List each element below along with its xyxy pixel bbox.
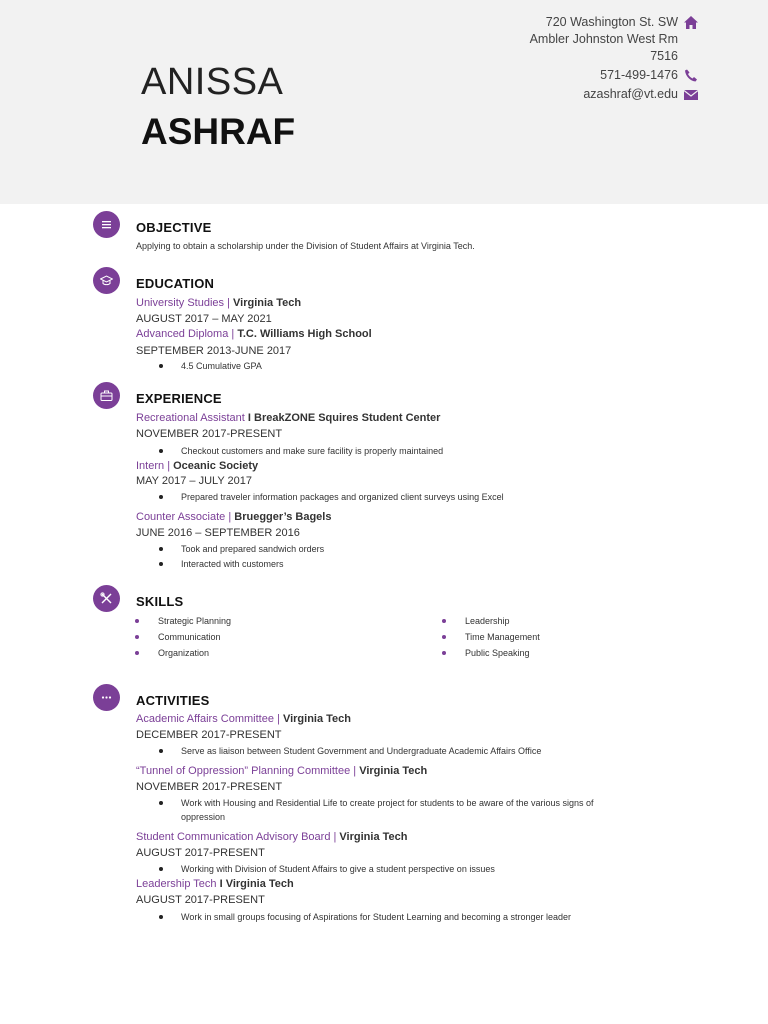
briefcase-icon bbox=[93, 382, 120, 409]
bullet-item: Working with Division of Student Affairs to give a student perspective on issues bbox=[181, 864, 495, 874]
activity-entry-2: “Tunnel of Oppression” Planning Committee | Virginia Tech bbox=[136, 765, 428, 777]
bullet-item: Prepared traveler information packages and organized client surveys using Excel bbox=[181, 492, 504, 502]
job-title: Intern bbox=[136, 460, 165, 472]
date-range: AUGUST 2017-PRESENT bbox=[136, 894, 265, 906]
skill-item: Time Management bbox=[465, 632, 540, 642]
activity-name: Leadership Tech bbox=[136, 878, 217, 890]
organization: Virginia Tech bbox=[282, 713, 352, 725]
skill-item: Public Speaking bbox=[465, 648, 530, 658]
school: Virginia Tech bbox=[233, 297, 302, 309]
address bbox=[530, 14, 678, 65]
activities-heading: ACTIVITIES bbox=[136, 693, 210, 708]
organization: Virginia Tech bbox=[359, 765, 428, 777]
activity-name: “Tunnel of Oppression” Planning Committee bbox=[136, 765, 351, 777]
bullet-item: Interacted with customers bbox=[181, 559, 284, 569]
activity-name: Student Communication Advisory Board bbox=[136, 831, 331, 843]
first-name: ANISSA bbox=[141, 61, 284, 103]
activity-name: Academic Affairs Committee bbox=[136, 713, 274, 725]
objective-text: Applying to obtain a scholarship under the Division of Student Affairs at Virginia Tech. bbox=[136, 241, 475, 251]
mail-icon bbox=[684, 88, 698, 101]
experience-heading: EXPERIENCE bbox=[136, 391, 222, 406]
degree: University Studies bbox=[136, 297, 225, 309]
phone-number: 571-499-1476 bbox=[600, 68, 678, 82]
email-address[interactable]: azashraf@vt.edu bbox=[583, 87, 678, 101]
bullet-continuation: oppression bbox=[181, 812, 226, 822]
more-icon bbox=[93, 684, 120, 711]
contact-info bbox=[530, 14, 678, 103]
education-heading: EDUCATION bbox=[136, 276, 215, 291]
address-line-3: 7516 bbox=[650, 49, 678, 63]
bullet-item: Checkout customers and make sure facility is properly maintained bbox=[181, 446, 443, 456]
address-line-2: Ambler Johnston West Rm bbox=[529, 32, 678, 46]
skill-item: Organization bbox=[158, 648, 209, 658]
objective-icon bbox=[93, 211, 120, 238]
skill-item: Communication bbox=[158, 632, 221, 642]
activity-entry-3: Student Communication Advisory Board | Virginia Tech bbox=[136, 831, 408, 843]
bullet-item: Took and prepared sandwich orders bbox=[181, 544, 324, 554]
degree: Advanced Diploma bbox=[136, 328, 229, 340]
organization: Virginia Tech bbox=[225, 878, 294, 890]
experience-entry-2: Intern | Oceanic Society bbox=[136, 460, 259, 472]
objective-heading: OBJECTIVE bbox=[136, 220, 212, 235]
skill-item: Leadership bbox=[465, 616, 510, 626]
phone bbox=[530, 67, 678, 84]
education-entry-2: Advanced Diploma | T.C. Williams High School bbox=[136, 328, 372, 340]
bullet-item: 4.5 Cumulative GPA bbox=[181, 361, 262, 371]
activity-entry-1: Academic Affairs Committee | Virginia Tech bbox=[136, 713, 352, 725]
graduation-cap-icon bbox=[93, 267, 120, 294]
experience-entry-1: Recreational Assistant I BreakZONE Squires Student Center bbox=[136, 412, 441, 424]
school: T.C. Williams High School bbox=[237, 328, 372, 340]
home-icon bbox=[684, 16, 698, 29]
organization: Virginia Tech bbox=[339, 831, 408, 843]
resume-header bbox=[0, 0, 768, 204]
email bbox=[530, 86, 678, 103]
phone-icon bbox=[684, 69, 698, 82]
bullet-item: Work with Housing and Residential Life to create project for students to be aware of the various signs of bbox=[181, 798, 594, 808]
employer: BreakZONE Squires Student Center bbox=[254, 412, 441, 424]
date-range: AUGUST 2017 – MAY 2021 bbox=[136, 313, 272, 325]
skills-heading: SKILLS bbox=[136, 594, 184, 609]
employer: Bruegger’s Bagels bbox=[234, 511, 332, 523]
last-name: ASHRAF bbox=[141, 111, 296, 152]
date-range: JUNE 2016 – SEPTEMBER 2016 bbox=[136, 527, 300, 539]
date-range: NOVEMBER 2017-PRESENT bbox=[136, 428, 283, 440]
skill-item: Strategic Planning bbox=[158, 616, 231, 626]
education-entry-1: University Studies | Virginia Tech bbox=[136, 297, 302, 309]
job-title: Counter Associate bbox=[136, 511, 226, 523]
activity-entry-4: Leadership Tech I Virginia Tech bbox=[136, 878, 294, 890]
date-range: DECEMBER 2017-PRESENT bbox=[136, 729, 282, 741]
bullet-item: Work in small groups focusing of Aspirations for Student Learning and becoming a stronger leader bbox=[181, 912, 571, 922]
bullet-item: Serve as liaison between Student Government and Undergraduate Academic Affairs Office bbox=[181, 746, 541, 756]
date-range: SEPTEMBER 2013-JUNE 2017 bbox=[136, 345, 292, 357]
date-range: MAY 2017 – JULY 2017 bbox=[136, 475, 252, 487]
tools-icon bbox=[93, 585, 120, 612]
employer: Oceanic Society bbox=[173, 460, 259, 472]
date-range: NOVEMBER 2017-PRESENT bbox=[136, 781, 283, 793]
job-title: Recreational Assistant bbox=[136, 412, 245, 424]
date-range: AUGUST 2017-PRESENT bbox=[136, 847, 265, 859]
address-line-1: 720 Washington St. SW bbox=[545, 15, 678, 29]
experience-entry-3: Counter Associate | Bruegger’s Bagels bbox=[136, 511, 332, 523]
